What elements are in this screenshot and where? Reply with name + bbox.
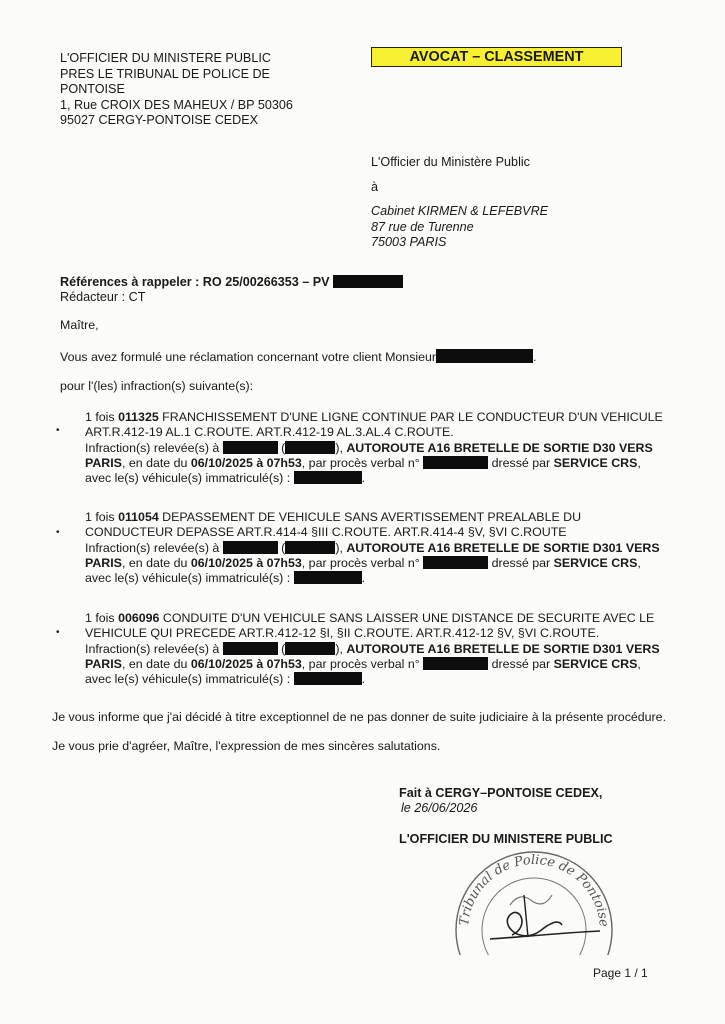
sender-line: 95027 CERGY-PONTOISE CEDEX (60, 113, 259, 128)
sender-line: PRES LE TRIBUNAL DE POLICE DE (60, 66, 270, 81)
dresse-label: dressé par (488, 656, 554, 671)
signature-date: le 26/06/2026 (401, 801, 478, 815)
signature-title: L'OFFICIER DU MINISTERE PUBLIC (399, 832, 613, 846)
seal-inner-ring (482, 878, 586, 955)
redaction-bar (333, 275, 403, 288)
paren: ), (335, 540, 347, 555)
bullet: • (56, 627, 60, 638)
paren: ( (277, 641, 286, 656)
intro-end: . (533, 350, 537, 364)
paren: ), (335, 440, 347, 455)
infraction-location-city: PARIS (85, 455, 122, 470)
infraction-item (85, 611, 665, 687)
infraction-articles: CONDUCTEUR DEPASSE ART.R.414-4 §III C.ROUTE. ART.R.414-4 §V, §VI C.ROUTE (85, 525, 567, 540)
official-seal-stamp (450, 835, 620, 955)
seal-text: Tribunal de Police de Pontoise (457, 852, 611, 928)
punctuation: . (361, 471, 366, 486)
redaction-bar (294, 571, 362, 584)
infraction-desc: CONDUITE D'UN VEHICULE SANS LAISSER UNE DISTANCE DE SECURITE AVEC LE (159, 611, 655, 625)
recipient-name: Cabinet KIRMEN & LEFEBVRE (371, 204, 549, 218)
paren: ( (277, 440, 286, 455)
intro-text: Vous avez formulé une réclamation concernant votre client Monsieur (60, 350, 437, 364)
redaction-bar (423, 456, 488, 469)
redaction-bar (423, 657, 488, 670)
punctuation: . (361, 571, 366, 586)
dresse-label: dressé par (488, 555, 554, 570)
redaction-bar (423, 556, 488, 569)
pv-label: , par procès verbal n° (301, 656, 420, 671)
date-label: , en date du (121, 455, 191, 470)
sender-address-block (60, 51, 360, 129)
recipient-block (371, 155, 548, 251)
salutation-paragraph: Je vous prie d'agréer, Maître, l'expression de mes sincères salutations. (52, 739, 441, 753)
reference-block (60, 275, 403, 305)
redaction-bar (223, 441, 278, 454)
infraction-code: 011325 (118, 410, 159, 424)
redaction-bar (285, 541, 335, 554)
infraction-item (85, 510, 665, 586)
redaction-bar (285, 642, 335, 655)
signature-place: Fait à CERGY–PONTOISE CEDEX, (399, 786, 603, 800)
recipient-to-word: à (371, 179, 379, 194)
infraction-desc: FRANCHISSEMENT D'UNE LIGNE CONTINUE PAR LE CONDUCTEUR D'UN VEHICULE (158, 410, 663, 424)
infraction-service: SERVICE CRS (553, 656, 638, 671)
infraction-code: 006096 (118, 611, 160, 625)
recipient-city: 75003 PARIS (371, 235, 447, 249)
infraction-code: 011054 (118, 510, 159, 524)
redaction-bar (223, 541, 278, 554)
sender-line: L'OFFICIER DU MINISTERE PUBLIC (60, 51, 271, 65)
redaction-bar (223, 642, 278, 655)
date-label: , en date du (121, 656, 191, 671)
recipient-street: 87 rue de Turenne (371, 219, 474, 234)
infraction-location: AUTOROUTE A16 BRETELLE DE SORTIE D30 VERS (346, 440, 653, 455)
infraction-date: 06/10/2025 à 07h53 (190, 555, 302, 570)
infraction-location: AUTOROUTE A16 BRETELLE DE SORTIE D301 VERS (346, 641, 660, 656)
bullet: • (56, 527, 60, 538)
status-banner: AVOCAT – CLASSEMENT (371, 47, 622, 67)
infraction-date: 06/10/2025 à 07h53 (190, 455, 302, 470)
infraction-service: SERVICE CRS (553, 455, 638, 470)
infraction-relevee: Infraction(s) relevée(s) à (85, 641, 220, 656)
vehicle-label: avec le(s) véhicule(s) immatriculé(s) : (85, 672, 291, 687)
punctuation: . (361, 672, 366, 687)
redaction-bar (294, 672, 362, 685)
reference-label: Références à rappeler : RO 25/00266353 – PV (60, 275, 330, 289)
sender-line: 1, Rue CROIX DES MAHEUX / BP 50306 (60, 97, 293, 112)
redaction-bar (294, 471, 362, 484)
page-number: Page 1 / 1 (593, 966, 648, 980)
infraction-articles: VEHICULE QUI PRECEDE ART.R.412-12 §I, §II C.ROUTE. ART.R.412-12 §V, §VI C.ROUTE. (85, 626, 600, 641)
infraction-relevee: Infraction(s) relevée(s) à (85, 540, 220, 555)
infraction-relevee: Infraction(s) relevée(s) à (85, 440, 220, 455)
redactor-line: Rédacteur : CT (60, 290, 146, 304)
intro-paragraph (60, 349, 537, 365)
pv-label: , par procès verbal n° (301, 455, 420, 470)
vehicle-label: avec le(s) véhicule(s) immatriculé(s) : (85, 571, 291, 586)
pv-label: , par procès verbal n° (301, 555, 420, 570)
greeting: Maître, (60, 318, 99, 332)
infraction-location: AUTOROUTE A16 BRETELLE DE SORTIE D301 VERS (346, 540, 660, 555)
conclusion-paragraph: Je vous informe que j'ai décidé à titre exceptionnel de ne pas donner de suite judiciaire à la présente procédure. (52, 710, 667, 724)
dresse-label: dressé par (488, 455, 554, 470)
infraction-articles: ART.R.412-19 AL.1 C.ROUTE. ART.R.412-19 AL.3.AL.4 C.ROUTE. (85, 425, 454, 440)
infraction-service: SERVICE CRS (553, 555, 638, 570)
infraction-prefix: 1 fois (85, 510, 119, 524)
infraction-prefix: 1 fois (85, 611, 119, 625)
redaction-bar (285, 441, 335, 454)
paren: ), (335, 641, 347, 656)
date-label: , en date du (121, 555, 191, 570)
recipient-from: L'Officier du Ministère Public (371, 155, 530, 169)
seal-emblem (510, 895, 552, 905)
signature-stroke (524, 895, 528, 937)
infraction-date: 06/10/2025 à 07h53 (190, 656, 302, 671)
infraction-location-city: PARIS (85, 656, 122, 671)
infractions-intro: pour l'(les) infraction(s) suivante(s): (60, 379, 254, 393)
paren: ( (277, 540, 286, 555)
infraction-desc: DEPASSEMENT DE VEHICULE SANS AVERTISSEMENT PREALABLE DU (158, 510, 582, 524)
redaction-bar (436, 349, 533, 363)
vehicle-label: avec le(s) véhicule(s) immatriculé(s) : (85, 471, 291, 486)
infraction-location-city: PARIS (85, 555, 122, 570)
handwritten-signature (490, 912, 600, 939)
infraction-prefix: 1 fois (85, 410, 119, 424)
bullet: • (56, 425, 60, 436)
sender-line: PONTOISE (60, 82, 125, 97)
punctuation: , (637, 455, 641, 470)
punctuation: , (637, 656, 641, 671)
infraction-item (85, 410, 665, 486)
punctuation: , (637, 555, 641, 570)
